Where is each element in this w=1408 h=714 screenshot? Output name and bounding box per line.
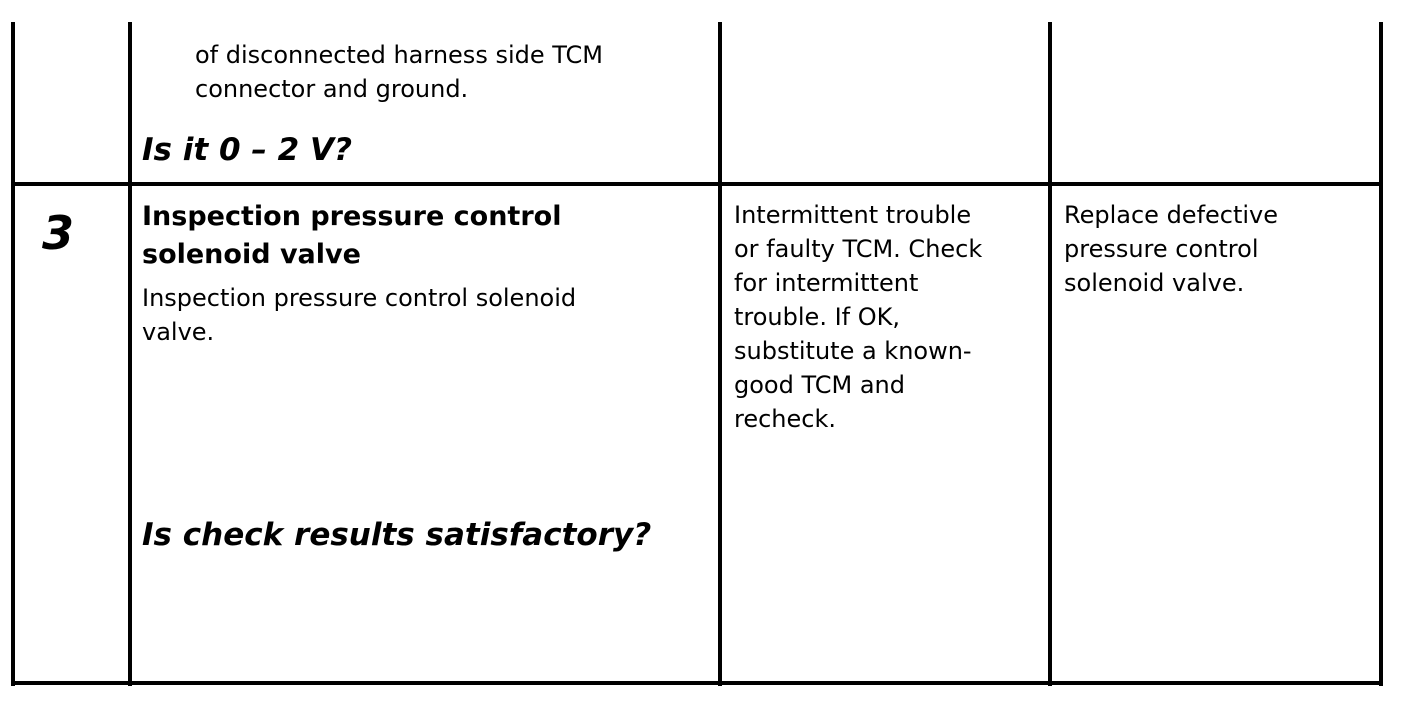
- step-question: Is check results satisfactory?: [142, 517, 652, 553]
- yes-action-line: good TCM and: [734, 371, 905, 399]
- yes-action-line: for intermittent: [734, 269, 919, 297]
- table-border-right: [1379, 22, 1383, 686]
- table-divider-no: [1048, 22, 1052, 686]
- table-divider-yes: [718, 22, 722, 686]
- row-separator: [11, 182, 1383, 186]
- yes-action-line: recheck.: [734, 405, 836, 433]
- yes-action-line: trouble. If OK,: [734, 303, 900, 331]
- no-action-line: pressure control: [1064, 235, 1259, 263]
- yes-action-line: Intermittent trouble: [734, 201, 972, 229]
- table-border-left: [11, 22, 15, 686]
- no-action-line: Replace defective: [1064, 201, 1279, 229]
- check-text-line: of disconnected harness side TCM: [195, 41, 603, 69]
- step-title-line: Inspection pressure control: [142, 201, 562, 232]
- yes-action-line: substitute a known-: [734, 337, 972, 365]
- step-description-line: Inspection pressure control solenoid: [142, 284, 577, 312]
- step-number: 3: [42, 206, 75, 260]
- check-text-line: connector and ground.: [195, 75, 469, 103]
- no-action-line: solenoid valve.: [1064, 269, 1245, 297]
- step-description-line: valve.: [142, 318, 215, 346]
- yes-action-line: or faulty TCM. Check: [734, 235, 983, 263]
- table-divider-step: [128, 22, 132, 686]
- table-border-bottom: [11, 681, 1383, 685]
- step-title-line: solenoid valve: [142, 239, 361, 270]
- check-question: Is it 0 – 2 V?: [142, 132, 353, 168]
